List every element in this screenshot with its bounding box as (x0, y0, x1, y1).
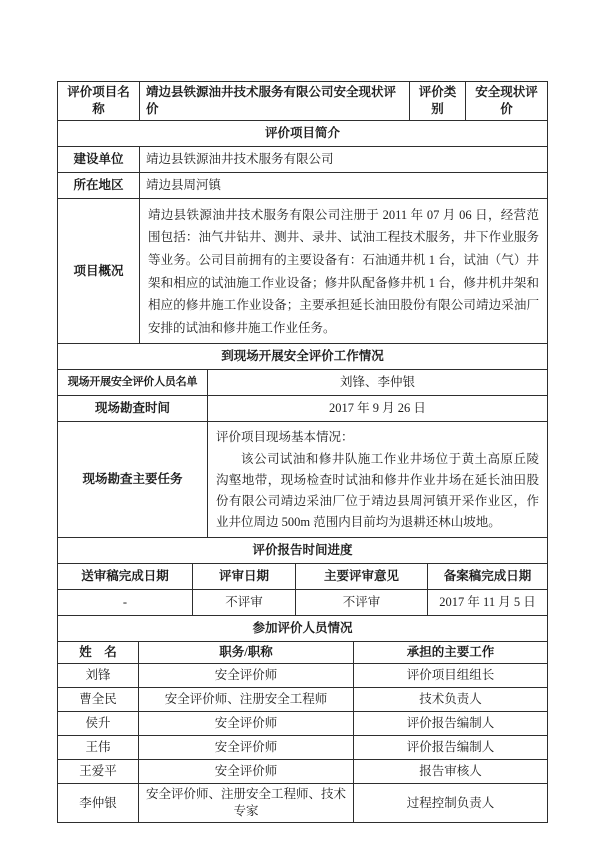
section-title-schedule: 评价报告时间进度 (252, 543, 353, 558)
personnel-name: 王爱平 (58, 760, 139, 783)
construction-unit-value: 靖边县铁源油井技术服务有限公司 (146, 151, 334, 166)
schedule-value-draft-date: - (58, 590, 193, 615)
survey-task-row (58, 422, 547, 538)
section-header-intro (58, 121, 547, 147)
schedule-value-review-opinion: 不评审 (296, 590, 428, 615)
project-name-value: 靖边县铁源油井技术服务有限公司安全现状评价 (140, 82, 410, 120)
schedule-header-draft-date: 送审稿完成日期 (58, 564, 193, 589)
personnel-header-row (58, 642, 547, 664)
category-value: 安全现状评价 (475, 85, 538, 116)
personnel-name: 李仲银 (58, 784, 139, 822)
project-overview-text: 靖边县铁源油井技术服务有限公司注册于 2011 年 07 月 06 日，经营范围包括：油气井钻井、测井、录井、试油工程技术服务，井下作业服务等业务。公司目前拥有的主要设备有：石油通井机 1 台，试油（气）井架和相应的试油施工作业设备；修井队配备修井机 1 台，修井机井架和相应的修井施工作业设备；主要承担延长油田股份有限公司靖边采油厂安排的试油和修井施工作业任务。 (148, 207, 539, 335)
survey-time-label: 现场勘查时间 (58, 396, 208, 421)
personnel-name: 刘锋 (58, 664, 139, 687)
personnel-name: 侯升 (58, 712, 139, 735)
survey-task-text (208, 422, 547, 537)
schedule-header-review-opinion: 主要评审意见 (296, 564, 428, 589)
personnel-row (58, 784, 547, 822)
personnel-name: 王伟 (58, 736, 139, 759)
construction-unit-label: 建设单位 (58, 147, 140, 172)
schedule-value-record-date: 2017 年 11 月 5 日 (439, 595, 536, 610)
personnel-work: 评价报告编制人 (406, 740, 495, 755)
personnel-row (58, 712, 547, 736)
safety-evaluation-form-table (57, 81, 548, 823)
schedule-header-review-date: 评审日期 (193, 564, 296, 589)
schedule-value-row (58, 590, 547, 616)
category-label: 评价类别 (410, 82, 466, 120)
personnel-row (58, 688, 547, 712)
project-name-label: 评价项目名称 (58, 82, 140, 120)
location-value: 靖边县周河镇 (146, 177, 222, 192)
schedule-header-record-date: 备案稿完成日期 (443, 569, 532, 584)
personnel-row (58, 760, 547, 784)
personnel-header-work: 承担的主要工作 (406, 645, 495, 660)
personnel-title: 安全评价师 (139, 664, 354, 687)
personnel-name: 曹全民 (58, 688, 139, 711)
site-staff-value: 刘锋、李仲银 (339, 375, 415, 390)
survey-task-paragraph: 该公司试油和修井队施工作业井场位于黄土高原丘陵沟壑地带，现场检查时试油和修井作业井场在延长油田股份有限公司靖边采油厂位于靖边县周河镇开采作业区，作业井位周边 500m 范围内目前均为退耕还林山坡地。 (216, 451, 539, 530)
schedule-value-review-date: 不评审 (193, 590, 296, 615)
construction-unit-row (58, 147, 547, 173)
section-title-personnel: 参加评价人员情况 (252, 621, 353, 636)
personnel-title: 安全评价师 (139, 712, 354, 735)
location-row (58, 173, 547, 199)
section-title-intro: 评价项目简介 (264, 125, 340, 140)
personnel-header-name: 姓 名 (58, 642, 139, 663)
schedule-header-row (58, 564, 547, 590)
survey-task-label: 现场勘查主要任务 (58, 422, 208, 537)
personnel-work: 评价项目组组长 (406, 668, 495, 683)
location-label: 所在地区 (58, 173, 140, 198)
personnel-title: 安全评价师 (139, 736, 354, 759)
site-staff-label: 现场开展安全评价人员名单 (58, 370, 208, 395)
section-header-personnel (58, 616, 547, 642)
personnel-row (58, 664, 547, 688)
personnel-title: 安全评价师 (139, 760, 354, 783)
project-overview-label: 项目概况 (58, 199, 140, 344)
personnel-work: 评价报告编制人 (406, 716, 495, 731)
survey-time-value: 2017 年 9 月 26 日 (329, 401, 426, 416)
personnel-title: 安全评价师、注册安全工程师、技术专家 (139, 784, 354, 822)
project-name-row (58, 82, 547, 121)
personnel-row (58, 736, 547, 760)
survey-time-row (58, 396, 547, 422)
section-header-site-work (58, 344, 547, 370)
project-overview-row (58, 199, 547, 345)
personnel-title: 安全评价师、注册安全工程师 (139, 688, 354, 711)
personnel-work: 过程控制负责人 (406, 795, 495, 810)
personnel-work: 报告审核人 (419, 764, 482, 779)
site-staff-row (58, 370, 547, 396)
section-header-schedule (58, 538, 547, 564)
section-title-site-work: 到现场开展安全评价工作情况 (221, 349, 384, 364)
survey-task-line1: 评价项目现场基本情况： (216, 430, 354, 445)
personnel-header-title: 职务/职称 (139, 642, 354, 663)
personnel-work: 技术负责人 (419, 692, 482, 707)
